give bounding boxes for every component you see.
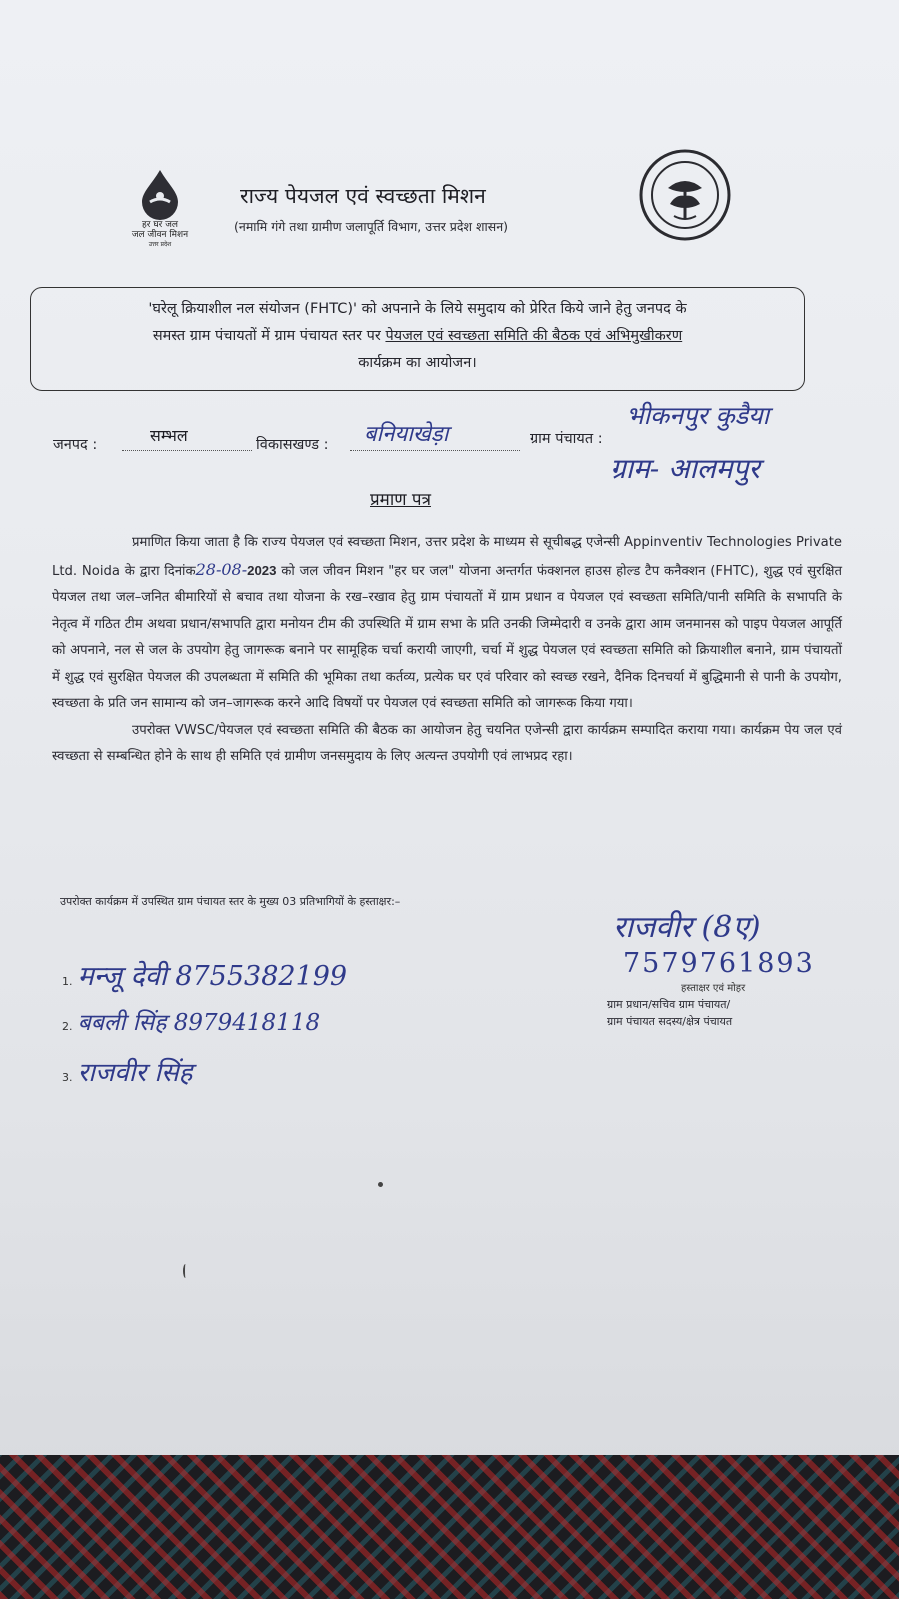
vikaskhand-field <box>350 422 520 451</box>
participant-3-sign: राजवीर सिंह <box>77 1058 193 1088</box>
participant-2-num: 2. <box>62 1020 73 1033</box>
mission-subtitle: (नमामि गंगे तथा ग्रामीण जलापूर्ति विभाग, उत्तर प्रदेश शासन) <box>234 219 509 234</box>
banner-line2-underlined: पेयजल एवं स्वच्छता समिति की बैठक एवं अभिमुखीकरण <box>385 328 683 344</box>
pradhan-role <box>607 996 827 1030</box>
logo-line2: जल जीवन मिशन <box>131 230 189 240</box>
gram-value: ग्राम- आलमपुर <box>610 452 760 485</box>
certificate-para2: उपरोक्त VWSC/पेयजल एवं स्वच्छता समिति की बैठक का आयोजन हेतु चयनित एजेन्सी द्वारा कार्यक्रम सम्पादित कराया गया। कार्यक्रम पेय जल एवं स्वच्छता से सम्बन्धित होने के साथ ही समिति एवं ग्रामीण जनसमुदाय के लिए अत्यन्त उपयोगी एवं लाभप्रद रहा। <box>52 722 842 764</box>
certificate-para1 <box>52 530 842 718</box>
pradhan-role-line1: ग्राम प्रधान/सचिव ग्राम पंचायत/ <box>607 998 731 1011</box>
para1-part-a: प्रमाणित किया जाता है कि राज्य पेयजल एवं स्वच्छता मिशन, उत्तर प्रदेश के माध्यम से सूचीबद्ध एजेन्सी Appinventiv Technologies Private Ltd. Noida के द्वारा दिनांक <box>52 535 842 579</box>
vikaskhand-label: विकासखण्ड : <box>256 437 329 453</box>
participant-2 <box>62 1005 320 1037</box>
participant-3-num: 3. <box>62 1071 73 1084</box>
date-year: 2023 <box>247 562 277 578</box>
emblem-icon <box>638 148 732 242</box>
stray-mark <box>183 1264 188 1278</box>
program-banner <box>30 287 805 391</box>
banner-line2 <box>31 323 804 350</box>
participant-1-sign: मन्जू देवी 8755382199 <box>77 961 348 992</box>
signatures-intro: उपरोक्त कार्यक्रम में उपस्थित ग्राम पंचायत स्तर के मुख्य 03 प्रतिभागियों के हस्ताक्षर:– <box>60 895 401 908</box>
pradhan-role-line2: ग्राम पंचायत सदस्य/क्षेत्र पंचायत <box>607 1015 733 1028</box>
har-ghar-jal-logo <box>120 168 200 250</box>
participant-1 <box>62 956 347 993</box>
stray-mark <box>378 1182 383 1187</box>
participant-2-sign: बबली सिंह 8979418118 <box>77 1010 321 1036</box>
janpad-field <box>122 426 252 451</box>
vikaskhand-value: बनियाखेड़ा <box>364 422 449 447</box>
logo-line1: हर घर जल <box>142 220 178 230</box>
banner-line2-plain: समस्त ग्राम पंचायतों में ग्राम पंचायत स्तर पर <box>152 328 381 344</box>
gram-panchayat-value: भीकनपुर कुडैया <box>626 401 770 430</box>
para1-part-b: को जल जीवन मिशन "हर घर जल" योजना अन्तर्गत फंक्शनल हाउस होल्ड टैप कनैक्शन (FHTC), शुद्ध एवं सुरक्षित पेयजल तथा जल–जनित बीमारियों से बचाव तथा योजना के रख–रखाव हेतु ग्राम पंचायतों में ग्राम प्रधान व पेयजल एवं स्वच्छता समिति/पानी समिति के सभापति के नेतृत्व में गठित टीम अथवा प्रधान/सभापति द्वारा मनोयन टीम की उपस्थिति में ग्राम सभा के प्रति उनकी जिम्मेदारी व उनके द्वारा आम जनमानस को पाइप पेयजल आपूर्ति को अपनाने, नल से जल के उपयोग हेतु जागरूक बनाने पर सामूहिक चर्चा करायी जाएगी, चर्चा में शुद्ध पेयजल एवं स्वच्छता समिति को क्रियाशील बनाने, ग्राम पंचायतों में शुद्ध एवं सुरक्षित पेयजल की उपलब्धता में समिति की भूमिका तथा कर्तव्य, प्रत्येक घर एवं परिवार को स्वच्छ रखने, दैनिक दिनचर्या में बुद्धिमानी से पानी के उपयोग, स्वच्छता के प्रति जन सामान्य को जन–जागरूक करने आदि विषयों पर पेयजल एवं स्वच्छता समिति को जागरूक किया गया। <box>52 563 842 711</box>
date-handwritten: 28-08- <box>195 559 248 579</box>
logo-line3: उत्तर प्रदेश <box>148 241 172 248</box>
mission-title: राज्य पेयजल एवं स्वच्छता मिशन <box>240 184 486 208</box>
pradhan-phone: 7579761893 <box>623 948 815 979</box>
pradhan-signature: राजवीर (8ए) <box>613 910 761 945</box>
banner-line3: कार्यक्रम का आयोजन। <box>358 355 477 371</box>
janpad-label: जनपद : <box>53 437 98 453</box>
certificate-body <box>52 530 842 771</box>
participant-1-num: 1. <box>62 975 73 988</box>
gram-panchayat-label: ग्राम पंचायत : <box>530 431 603 447</box>
participant-3 <box>62 1053 192 1089</box>
background-carpet <box>0 1455 899 1599</box>
water-drop-icon <box>138 168 182 220</box>
banner-line1: 'घरेलू क्रियाशील नल संयोजन (FHTC)' को अपनाने के लिये समुदाय को प्रेरित किये जाने हेतु जनपद के <box>148 301 687 317</box>
up-government-seal <box>638 148 732 246</box>
sign-seal-caption: हस्ताक्षर एवं मोहर <box>681 983 746 994</box>
certificate-title: प्रमाण पत्र <box>370 490 431 510</box>
janpad-value: सम्भल <box>150 426 188 445</box>
